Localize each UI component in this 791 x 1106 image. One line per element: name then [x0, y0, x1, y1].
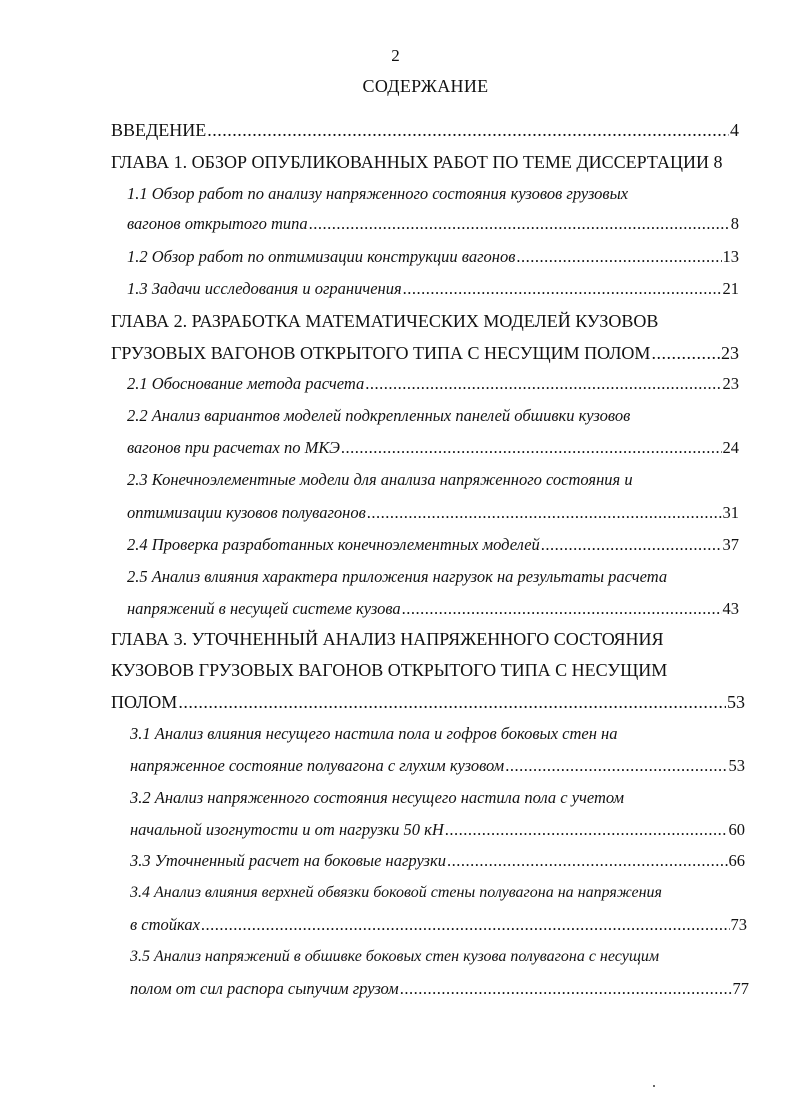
toc-entry-text: 1.2 Обзор работ по оптимизации конструкции вагонов [127, 247, 516, 266]
toc-entry-2-2-line-1: 2.2 Анализ вариантов моделей подкрепленных панелей обшивки кузовов [127, 406, 631, 425]
toc-entry-1-3 [127, 277, 739, 301]
toc-entry-text: напряжений в несущей системе кузова [127, 599, 401, 618]
page-title: СОДЕРЖАНИЕ [362, 76, 489, 96]
toc-entry-2-3-line-1: 2.3 Конечноэлементные модели для анализа напряженного состояния и [127, 470, 633, 489]
dot-leader [403, 277, 722, 301]
toc-page-number: 23 [722, 374, 739, 393]
toc-entry-text: начальной изогнутости и от нагрузки 50 кН [130, 820, 444, 839]
toc-entry-text: 2.1 Обоснование метода расчета [127, 374, 365, 393]
dot-leader [365, 372, 721, 396]
scan-speck [653, 1085, 655, 1087]
dot-leader [541, 533, 722, 557]
dot-leader [402, 597, 722, 621]
toc-entry-3-2-line-1: 3.2 Анализ напряженного состояния несущего настила пола с учетом [130, 788, 625, 807]
toc-page-number: 21 [722, 279, 739, 298]
toc-page-number: 60 [728, 820, 745, 839]
dot-leader [447, 849, 728, 873]
toc-entry-text: оптимизации кузовов полувагонов [127, 503, 366, 522]
toc-page-number: 66 [728, 851, 745, 870]
toc-page-number: 73 [730, 915, 747, 934]
dot-leader [651, 341, 720, 365]
toc-entry-text: вагонов открытого типа [127, 214, 308, 233]
toc-entry-1-1-line-1: 1.1 Обзор работ по анализу напряженного состояния кузовов грузовых [127, 184, 629, 203]
dot-leader [445, 818, 728, 842]
toc-entry-2-3 [127, 501, 739, 525]
toc-entry-intro [111, 118, 739, 142]
toc-entry-2-4 [127, 533, 739, 557]
toc-entry-text: в стойках [130, 915, 200, 934]
toc-entry-2-1 [127, 372, 739, 396]
toc-entry-chapter-1: ГЛАВА 1. ОБЗОР ОПУБЛИКОВАННЫХ РАБОТ ПО ТЕМЕ ДИССЕРТАЦИИ 8 [111, 152, 723, 172]
dot-leader [367, 501, 722, 525]
toc-entry-text: 1.3 Задачи исследования и ограничения [127, 279, 402, 298]
dot-leader [400, 977, 732, 1001]
toc-entry-3-4 [130, 913, 747, 937]
toc-page-number: 77 [732, 979, 749, 998]
toc-entry-chapter-2 [111, 341, 739, 365]
toc-entry-text: ГРУЗОВЫХ ВАГОНОВ ОТКРЫТОГО ТИПА С НЕСУЩИМ ПОЛОМ [111, 343, 651, 363]
toc-entry-chapter-3-line-1: ГЛАВА 3. УТОЧНЕННЫЙ АНАЛИЗ НАПРЯЖЕННОГО СОСТОЯНИЯ [111, 629, 664, 649]
dot-leader [309, 212, 730, 236]
dot-leader [341, 436, 722, 460]
toc-page-number: 8 [730, 214, 739, 233]
toc-entry-3-3 [130, 849, 745, 873]
toc-entry-text: 3.3 Уточненный расчет на боковые нагрузки [130, 851, 446, 870]
toc-entry-1-2 [127, 245, 739, 269]
dot-leader [201, 913, 730, 937]
dot-leader [505, 754, 727, 778]
toc-page-number: 37 [722, 535, 739, 554]
dot-leader [207, 118, 729, 142]
toc-entry-2-5-line-1: 2.5 Анализ влияния характера приложения нагрузок на результаты расчета [127, 567, 668, 586]
toc-entry-chapter-3 [111, 690, 745, 714]
toc-page-number: 43 [722, 599, 739, 618]
toc-entry-3-4-line-1: 3.4 Анализ влияния верхней обвязки боковой стены полувагона на напряжения [130, 884, 662, 901]
toc-page-number: 31 [722, 503, 739, 522]
toc-entry-text: 2.4 Проверка разработанных конечноэлементных моделей [127, 535, 540, 554]
toc-entry-3-2 [130, 818, 745, 842]
toc-entry-3-5-line-1: 3.5 Анализ напряжений в обшивке боковых стен кузова полувагона с несущим [130, 948, 660, 965]
toc-page-number: 4 [730, 120, 739, 140]
toc-entry-2-2 [127, 436, 739, 460]
toc-entry-3-1 [130, 754, 745, 778]
toc-page-number: 24 [722, 438, 739, 457]
page-number: 2 [391, 46, 400, 65]
toc-page-number: 13 [722, 247, 739, 266]
toc-entry-2-5 [127, 597, 739, 621]
toc-entry-chapter-3-line-2: КУЗОВОВ ГРУЗОВЫХ ВАГОНОВ ОТКРЫТОГО ТИПА С НЕСУЩИМ [111, 660, 668, 680]
toc-entry-1-1 [127, 212, 739, 236]
toc-entry-text: ВВЕДЕНИЕ [111, 120, 207, 140]
dot-leader [516, 245, 721, 269]
dot-leader [178, 690, 726, 714]
toc-entry-text: ПОЛОМ [111, 692, 178, 712]
toc-entry-text: напряженное состояние полувагона с глухим кузовом [130, 756, 505, 775]
toc-page-number: 53 [728, 756, 745, 775]
toc-entry-chapter-2-line-1: ГЛАВА 2. РАЗРАБОТКА МАТЕМАТИЧЕСКИХ МОДЕЛЕЙ КУЗОВОВ [111, 311, 659, 331]
toc-page-number: 23 [721, 343, 739, 363]
toc-entry-3-5 [130, 977, 749, 1001]
toc-entry-text: вагонов при расчетах по МКЭ [127, 438, 340, 457]
toc-entry-3-1-line-1: 3.1 Анализ влияния несущего настила пола и гофров боковых стен на [130, 724, 618, 743]
toc-page-number: 53 [727, 692, 745, 712]
toc-entry-text: полом от сил распора сыпучим грузом [130, 979, 399, 998]
